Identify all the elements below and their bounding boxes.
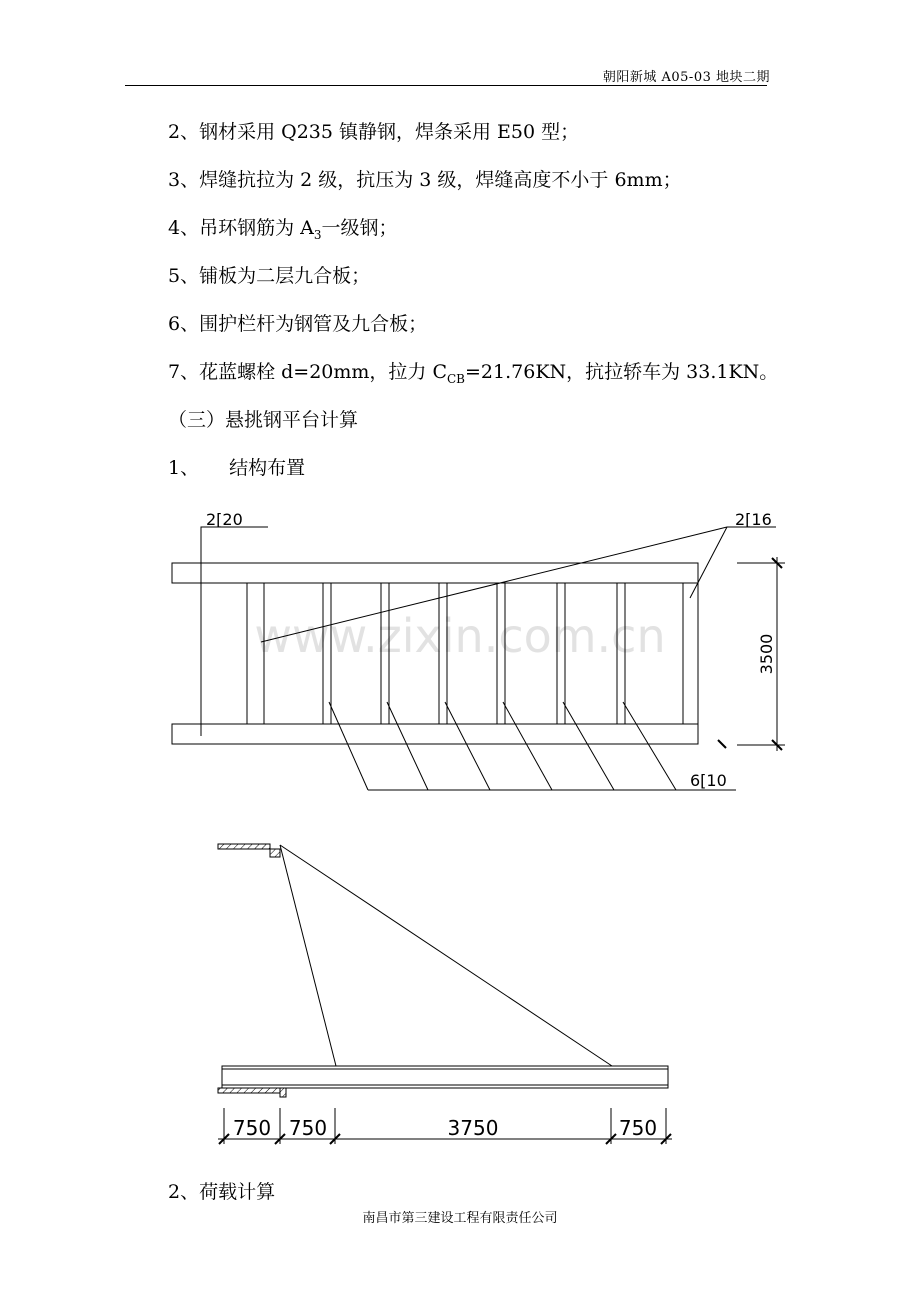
dim-tick <box>718 740 726 748</box>
label-6c10: 6[10 <box>690 771 727 790</box>
top-main-beam <box>172 563 698 583</box>
joist <box>683 583 698 724</box>
subsection-1-num: 1、 <box>168 457 200 479</box>
dim-3500: 3500 <box>757 633 776 675</box>
lower-slab <box>218 1088 280 1093</box>
subsection-1-title: 结构布置 <box>229 457 306 479</box>
dim-750-b: 750 <box>288 1116 328 1140</box>
leader-joist <box>623 702 676 790</box>
bottom-main-beam <box>172 724 698 744</box>
item-6: 6、围护栏杆为钢管及九合板； <box>168 313 428 335</box>
watermark: www.zixin.com.cn <box>254 609 666 663</box>
header-project: 朝阳新城 A05-03 地块二期 <box>602 70 770 85</box>
leader-joist <box>329 702 368 790</box>
section-heading: （三）悬挑钢平台计算 <box>168 409 359 431</box>
item-4-text: 4、吊环钢筋为 A <box>168 217 314 239</box>
item-7-post: =21.76KN，抗拉轿车为 33.1KN。 <box>465 361 779 383</box>
item-2: 2、钢材采用 Q235 镇静钢，焊条采用 E50 型； <box>168 121 580 143</box>
label-2c16: 2[16 <box>735 510 772 529</box>
label-2c20: 2[20 <box>206 510 243 529</box>
elevation-view <box>218 844 672 1144</box>
item-7-text: 7、花蓝螺栓 d=20mm，拉力 C <box>168 361 447 383</box>
item-3: 3、焊缝抗拉为 2 级，抗压为 3 级，焊缝高度不小于 6mm； <box>168 169 682 191</box>
lower-anchor <box>280 1088 286 1097</box>
upper-anchor <box>270 849 280 857</box>
leader-joist <box>503 702 552 790</box>
item-4-post: 一级钢； <box>321 217 398 239</box>
dim-750-c: 750 <box>618 1116 658 1140</box>
item-4-sub: 3 <box>313 227 322 242</box>
leader-joist <box>387 702 428 790</box>
leader-joist <box>445 702 490 790</box>
cable-inner <box>280 845 336 1066</box>
dim-750-a: 750 <box>232 1116 272 1140</box>
upper-slab <box>218 844 270 849</box>
subsection-2: 2、荷载计算 <box>168 1181 276 1203</box>
footer-company: 南昌市第三建设工程有限责任公司 <box>362 1211 558 1226</box>
dim-3750: 3750 <box>447 1116 499 1140</box>
leader-joist <box>563 702 614 790</box>
item-7-sub: CB <box>447 371 465 386</box>
cable-outer <box>280 845 612 1066</box>
item-5: 5、铺板为二层九合板； <box>168 265 371 287</box>
